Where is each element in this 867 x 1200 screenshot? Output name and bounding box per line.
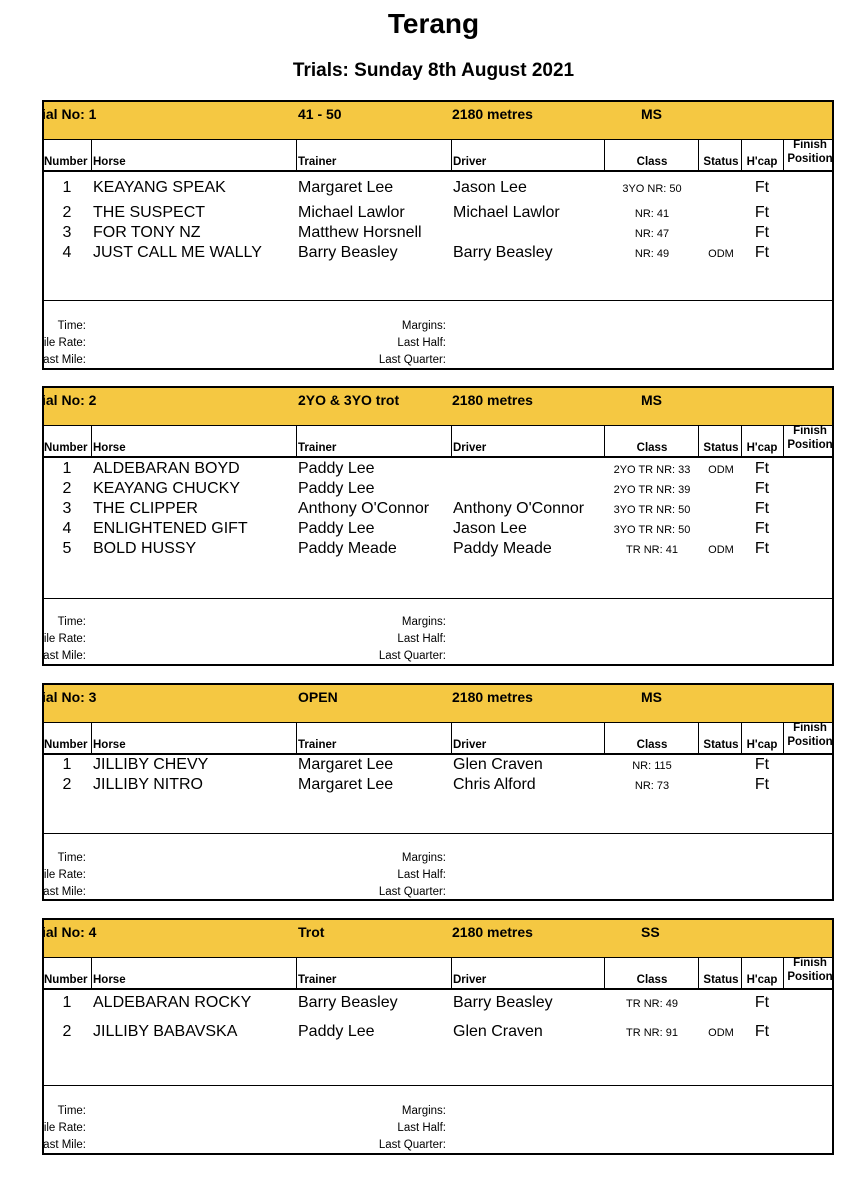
runner-row xyxy=(44,994,832,1014)
column-divider xyxy=(451,722,452,753)
col-driver-header: Driver xyxy=(453,739,487,751)
last-quarter-label: Last Quarter: xyxy=(378,650,446,662)
footer-line xyxy=(44,1122,832,1139)
col-hcap-header: H'cap xyxy=(746,442,778,454)
col-number-header: Number xyxy=(44,442,88,454)
col-horse-header: Horse xyxy=(93,442,126,454)
runner-row xyxy=(44,540,832,560)
runner-horse-name: JILLIBY NITRO xyxy=(93,776,203,793)
column-divider xyxy=(451,425,452,456)
column-divider xyxy=(698,722,699,753)
column-divider xyxy=(91,722,92,753)
runner-horse-name: THE SUSPECT xyxy=(93,204,206,221)
col-horse-header: Horse xyxy=(93,974,126,986)
runner-row xyxy=(44,460,832,480)
runner-class: 2YO TR NR: 39 xyxy=(613,484,691,496)
runner-handicap: Ft xyxy=(754,480,770,497)
column-divider xyxy=(604,139,605,170)
column-divider xyxy=(604,722,605,753)
runner-number: 1 xyxy=(62,994,72,1011)
margins-label: Margins: xyxy=(401,616,446,628)
column-divider xyxy=(91,425,92,456)
last-mile-label: ast Mile: xyxy=(43,354,86,366)
runner-trainer: Anthony O'Connor xyxy=(298,500,430,517)
position-label: Position xyxy=(787,971,833,983)
runner-handicap: Ft xyxy=(754,244,770,261)
runner-horse-name: JILLIBY CHEVY xyxy=(93,756,209,773)
trial-number: ial No: 2 xyxy=(42,392,97,408)
trial-block xyxy=(42,918,834,1155)
runner-handicap: Ft xyxy=(754,520,770,537)
trial-distance: 2180 metres xyxy=(452,689,533,705)
trial-number: ial No: 1 xyxy=(42,106,97,122)
runner-class: NR: 115 xyxy=(632,760,672,772)
column-divider xyxy=(783,425,784,456)
runner-number: 2 xyxy=(62,776,72,793)
position-label: Position xyxy=(787,439,833,451)
runner-number: 1 xyxy=(62,756,72,773)
finish-label: Finish xyxy=(793,722,827,734)
margins-label: Margins: xyxy=(401,852,446,864)
trial-block xyxy=(42,100,834,370)
runner-trainer: Barry Beasley xyxy=(298,244,398,261)
runner-trainer: Matthew Horsnell xyxy=(298,224,422,241)
runner-number: 2 xyxy=(62,480,72,497)
runner-row xyxy=(44,179,832,199)
runner-handicap: Ft xyxy=(754,500,770,517)
footer-line xyxy=(44,650,832,667)
runner-row xyxy=(44,204,832,224)
trial-start-type: MS xyxy=(641,106,662,122)
col-finish-position-header xyxy=(786,956,834,984)
runner-trainer: Paddy Lee xyxy=(298,520,375,537)
column-header-row xyxy=(44,957,832,990)
col-hcap-header: H'cap xyxy=(746,739,778,751)
last-mile-label: ast Mile: xyxy=(43,650,86,662)
col-status-header: Status xyxy=(703,156,739,168)
trial-distance: 2180 metres xyxy=(452,392,533,408)
runner-handicap: Ft xyxy=(754,224,770,241)
results-divider xyxy=(44,833,832,834)
footer-line xyxy=(44,869,832,886)
runner-handicap: Ft xyxy=(754,460,770,477)
column-divider xyxy=(698,957,699,988)
runner-driver: Chris Alford xyxy=(453,776,536,793)
runner-trainer: Paddy Lee xyxy=(298,480,375,497)
trial-category: 2YO & 3YO trot xyxy=(298,392,400,408)
runner-trainer: Margaret Lee xyxy=(298,756,394,773)
runner-trainer: Paddy Lee xyxy=(298,460,375,477)
trial-category: 41 - 50 xyxy=(298,106,342,122)
footer-line xyxy=(44,337,832,354)
col-class-header: Class xyxy=(636,974,668,986)
column-divider xyxy=(741,722,742,753)
runner-driver: Glen Craven xyxy=(453,756,543,773)
time-label: Time: xyxy=(57,320,86,332)
mile-rate-label: ile Rate: xyxy=(43,633,86,645)
column-divider xyxy=(296,722,297,753)
runner-trainer: Margaret Lee xyxy=(298,179,394,196)
mile-rate-label: ile Rate: xyxy=(43,337,86,349)
runner-number: 2 xyxy=(62,1023,72,1040)
results-divider xyxy=(44,1085,832,1086)
trial-header-band xyxy=(44,388,832,426)
runner-handicap: Ft xyxy=(754,204,770,221)
runner-row xyxy=(44,500,832,520)
col-horse-header: Horse xyxy=(93,739,126,751)
runner-number: 4 xyxy=(62,520,72,537)
trial-distance: 2180 metres xyxy=(452,924,533,940)
runner-handicap: Ft xyxy=(754,540,770,557)
last-mile-label: ast Mile: xyxy=(43,886,86,898)
runner-row xyxy=(44,756,832,776)
column-divider xyxy=(451,139,452,170)
runner-horse-name: FOR TONY NZ xyxy=(93,224,201,241)
runner-row xyxy=(44,520,832,540)
trial-header-band xyxy=(44,920,832,958)
runner-trainer: Michael Lawlor xyxy=(298,204,405,221)
last-half-label: Last Half: xyxy=(397,869,446,881)
column-divider xyxy=(698,425,699,456)
col-status-header: Status xyxy=(703,442,739,454)
runner-trainer: Paddy Lee xyxy=(298,1023,375,1040)
position-label: Position xyxy=(787,153,833,165)
finish-label: Finish xyxy=(793,139,827,151)
trial-header-band xyxy=(44,685,832,723)
col-status-header: Status xyxy=(703,739,739,751)
col-hcap-header: H'cap xyxy=(746,974,778,986)
runner-number: 5 xyxy=(62,540,72,557)
runner-driver: Jason Lee xyxy=(453,520,527,537)
footer-line xyxy=(44,633,832,650)
trial-block xyxy=(42,683,834,901)
col-finish-position-header xyxy=(786,138,834,166)
runner-horse-name: ALDEBARAN BOYD xyxy=(93,460,240,477)
runner-horse-name: KEAYANG SPEAK xyxy=(93,179,226,196)
runner-number: 1 xyxy=(62,460,72,477)
runner-driver: Jason Lee xyxy=(453,179,527,196)
runner-handicap: Ft xyxy=(754,756,770,773)
runner-class: 3YO TR NR: 50 xyxy=(613,504,691,516)
last-mile-label: ast Mile: xyxy=(43,1139,86,1151)
footer-line xyxy=(44,1139,832,1156)
runner-status: ODM xyxy=(708,464,734,476)
runner-row xyxy=(44,244,832,264)
time-label: Time: xyxy=(57,1105,86,1117)
col-hcap-header: H'cap xyxy=(746,156,778,168)
runner-class: NR: 41 xyxy=(634,208,670,220)
runner-horse-name: ALDEBARAN ROCKY xyxy=(93,994,252,1011)
runner-handicap: Ft xyxy=(754,776,770,793)
runner-number: 2 xyxy=(62,204,72,221)
col-trainer-header: Trainer xyxy=(298,739,337,751)
last-half-label: Last Half: xyxy=(397,1122,446,1134)
trial-distance: 2180 metres xyxy=(452,106,533,122)
col-trainer-header: Trainer xyxy=(298,974,337,986)
column-divider xyxy=(604,957,605,988)
trial-start-type: SS xyxy=(641,924,660,940)
runner-class: TR NR: 49 xyxy=(626,998,678,1010)
col-horse-header: Horse xyxy=(93,156,126,168)
column-divider xyxy=(698,139,699,170)
last-quarter-label: Last Quarter: xyxy=(378,354,446,366)
footer-line xyxy=(44,616,832,633)
column-divider xyxy=(741,425,742,456)
runner-trainer: Barry Beasley xyxy=(298,994,398,1011)
runner-trainer: Margaret Lee xyxy=(298,776,394,793)
runner-driver: Barry Beasley xyxy=(453,244,553,261)
col-driver-header: Driver xyxy=(453,156,487,168)
footer-line xyxy=(44,886,832,903)
last-half-label: Last Half: xyxy=(397,633,446,645)
trial-number: ial No: 4 xyxy=(42,924,97,940)
column-divider xyxy=(783,139,784,170)
runner-status: ODM xyxy=(708,248,734,260)
col-status-header: Status xyxy=(703,974,739,986)
mile-rate-label: ile Rate: xyxy=(43,869,86,881)
time-label: Time: xyxy=(57,616,86,628)
runner-driver: Glen Craven xyxy=(453,1023,543,1040)
runner-driver: Anthony O'Connor xyxy=(453,500,585,517)
results-divider xyxy=(44,300,832,301)
column-divider xyxy=(296,425,297,456)
last-half-label: Last Half: xyxy=(397,337,446,349)
column-divider xyxy=(783,722,784,753)
column-divider xyxy=(91,139,92,170)
runner-driver: Michael Lawlor xyxy=(453,204,560,221)
page-title: Terang xyxy=(387,8,480,39)
margins-label: Margins: xyxy=(401,1105,446,1117)
runner-class: NR: 47 xyxy=(634,228,670,240)
col-number-header: Number xyxy=(44,974,88,986)
column-divider xyxy=(296,139,297,170)
col-driver-header: Driver xyxy=(453,974,487,986)
col-class-header: Class xyxy=(636,739,668,751)
runner-row xyxy=(44,776,832,796)
col-class-header: Class xyxy=(636,442,668,454)
col-number-header: Number xyxy=(44,739,88,751)
col-finish-position-header xyxy=(786,721,834,749)
trial-category: OPEN xyxy=(298,689,338,705)
runner-class: 3YO NR: 50 xyxy=(622,183,682,195)
runner-class: 2YO TR NR: 33 xyxy=(613,464,691,476)
column-divider xyxy=(451,957,452,988)
column-divider xyxy=(741,139,742,170)
column-header-row xyxy=(44,139,832,172)
column-divider xyxy=(91,957,92,988)
runner-class: TR NR: 41 xyxy=(626,544,678,556)
finish-label: Finish xyxy=(793,425,827,437)
col-class-header: Class xyxy=(636,156,668,168)
runner-driver: Paddy Meade xyxy=(453,540,552,557)
finish-label: Finish xyxy=(793,957,827,969)
margins-label: Margins: xyxy=(401,320,446,332)
runner-horse-name: JUST CALL ME WALLY xyxy=(93,244,262,261)
col-finish-position-header xyxy=(786,424,834,452)
runner-trainer: Paddy Meade xyxy=(298,540,397,557)
trial-block xyxy=(42,386,834,666)
runner-status: ODM xyxy=(708,544,734,556)
footer-line xyxy=(44,320,832,337)
trial-start-type: MS xyxy=(641,689,662,705)
mile-rate-label: ile Rate: xyxy=(43,1122,86,1134)
column-header-row xyxy=(44,425,832,458)
col-number-header: Number xyxy=(44,156,88,168)
runner-handicap: Ft xyxy=(754,179,770,196)
runner-horse-name: JILLIBY BABAVSKA xyxy=(93,1023,238,1040)
column-divider xyxy=(783,957,784,988)
column-divider xyxy=(296,957,297,988)
column-header-row xyxy=(44,722,832,755)
runner-status: ODM xyxy=(708,1027,734,1039)
footer-line xyxy=(44,354,832,371)
runner-class: TR NR: 91 xyxy=(626,1027,678,1039)
column-divider xyxy=(741,957,742,988)
runner-class: NR: 73 xyxy=(634,780,670,792)
runner-horse-name: BOLD HUSSY xyxy=(93,540,197,557)
runner-horse-name: KEAYANG CHUCKY xyxy=(93,480,240,497)
time-label: Time: xyxy=(57,852,86,864)
runner-row xyxy=(44,480,832,500)
col-trainer-header: Trainer xyxy=(298,442,337,454)
results-divider xyxy=(44,598,832,599)
column-divider xyxy=(604,425,605,456)
last-quarter-label: Last Quarter: xyxy=(378,886,446,898)
runner-class: NR: 49 xyxy=(634,248,670,260)
runner-number: 3 xyxy=(62,224,72,241)
runner-horse-name: THE CLIPPER xyxy=(93,500,198,517)
runner-driver: Barry Beasley xyxy=(453,994,553,1011)
runner-number: 3 xyxy=(62,500,72,517)
runner-row xyxy=(44,1023,832,1043)
trial-header-band xyxy=(44,102,832,140)
trial-start-type: MS xyxy=(641,392,662,408)
footer-line xyxy=(44,1105,832,1122)
col-driver-header: Driver xyxy=(453,442,487,454)
runner-horse-name: ENLIGHTENED GIFT xyxy=(93,520,248,537)
runner-number: 1 xyxy=(62,179,72,196)
page-subtitle: Trials: Sunday 8th August 2021 xyxy=(292,60,575,81)
runner-handicap: Ft xyxy=(754,994,770,1011)
footer-line xyxy=(44,852,832,869)
runner-class: 3YO TR NR: 50 xyxy=(613,524,691,536)
runner-row xyxy=(44,224,832,244)
trial-category: Trot xyxy=(298,924,325,940)
runner-handicap: Ft xyxy=(754,1023,770,1040)
last-quarter-label: Last Quarter: xyxy=(378,1139,446,1151)
col-trainer-header: Trainer xyxy=(298,156,337,168)
runner-number: 4 xyxy=(62,244,72,261)
trial-number: ial No: 3 xyxy=(42,689,97,705)
position-label: Position xyxy=(787,736,833,748)
